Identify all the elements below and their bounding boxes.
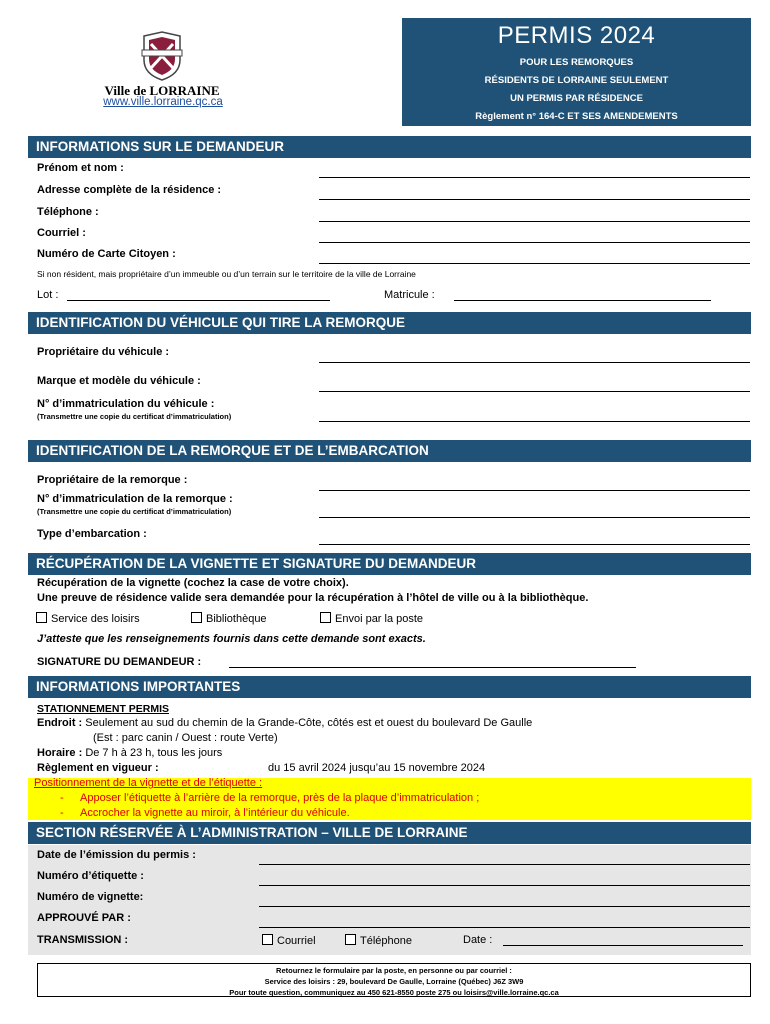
email-field[interactable]: [319, 242, 750, 243]
section-heading-pickup-signature: RÉCUPÉRATION DE LA VIGNETTE ET SIGNATURE DU DEMANDEUR: [28, 553, 751, 575]
placement-instruction-label: Apposer l’étiquette à l’arrière de la remorque, près de la plaque d’immatriculation ;: [80, 792, 480, 804]
citizen-card-label: Numéro de Carte Citoyen :: [37, 248, 176, 260]
transmission-option-phone[interactable]: Téléphone: [345, 934, 412, 947]
subtitle-trailers: POUR LES REMORQUES: [519, 57, 634, 68]
label-number-label: Numéro d’étiquette :: [37, 870, 144, 882]
subtitle-residents: RÉSIDENTS DE LORRAINE SEULEMENT: [484, 75, 669, 86]
parking-location: Endroit : Seulement au sud du chemin de la Grande-Côte, côtés est et ouest du boulevard De Gaulle: [37, 717, 533, 729]
section-heading-admin: SECTION RÉSERVÉE À L’ADMINISTRATION – VILLE DE LORRAINE: [28, 822, 751, 844]
trailer-plate-note: (Transmettre une copie du certificat d’immatriculation): [37, 507, 232, 516]
attestation-text: J’atteste que les renseignements fournis dans cette demande sont exacts.: [37, 633, 426, 645]
subtitle-regulation: Règlement n° 164-C ET SES AMENDEMENTS: [475, 111, 678, 122]
name-label: Prénom et nom :: [37, 162, 124, 174]
subtitle-one-per-residence: UN PERMIS PAR RÉSIDENCE: [510, 93, 643, 104]
address-label: Adresse complète de la résidence :: [37, 184, 222, 196]
pickup-instruction: Récupération de la vignette (cochez la case de votre choix).: [37, 577, 349, 589]
option-library[interactable]: Bibliothèque: [191, 612, 267, 625]
placement-instruction-sticker: Accrocher la vignette au miroir, à l’intérieur du véhicule.: [80, 807, 350, 819]
label-number-field[interactable]: [259, 885, 750, 886]
vehicle-plate-field[interactable]: [319, 421, 750, 422]
option-leisure-service[interactable]: Service des loisirs: [36, 612, 140, 625]
matricule-label: Matricule :: [384, 289, 435, 301]
phone-field[interactable]: [319, 221, 750, 222]
section-heading-important: INFORMATIONS IMPORTANTES: [28, 676, 751, 698]
nonresident-note: Si non résident, mais propriétaire d’un immeuble ou d’un terrain sur le territoire de la ville de Lorraine: [37, 269, 416, 279]
citizen-card-field[interactable]: [319, 263, 750, 264]
regulation-period: du 15 avril 2024 jusqu’au 15 novembre 2024: [268, 762, 486, 774]
placement-bullet: -: [60, 807, 64, 819]
lot-label: Lot :: [37, 289, 59, 301]
transmission-option-email[interactable]: Courriel: [262, 934, 316, 947]
vehicle-plate-label: N° d’immatriculation du véhicule :: [37, 398, 215, 410]
regulation-label: Règlement en vigueur :: [37, 762, 159, 774]
transmission-date-field[interactable]: [503, 945, 743, 946]
transmission-date-label: Date :: [463, 934, 493, 946]
sticker-number-field[interactable]: [259, 906, 750, 907]
permit-title-box: [402, 18, 751, 126]
boat-type-field[interactable]: [319, 544, 750, 545]
vehicle-owner-label: Propriétaire du véhicule :: [37, 346, 170, 358]
vehicle-plate-note: (Transmettre une copie du certificat d’immatriculation): [37, 412, 232, 421]
approved-by-label: APPROUVÉ PAR :: [37, 912, 131, 924]
trailer-plate-field[interactable]: [319, 517, 750, 518]
signature-field[interactable]: [229, 667, 636, 668]
residence-proof-note: Une preuve de résidence valide sera demandée pour la récupération à l’hôtel de ville ou à la bibliothèque.: [37, 592, 589, 604]
option-mail[interactable]: Envoi par la poste: [320, 612, 423, 625]
checkbox-icon[interactable]: [345, 934, 356, 945]
permit-title: PERMIS 2024: [497, 22, 656, 49]
checkbox-icon[interactable]: [262, 934, 273, 945]
vehicle-owner-field[interactable]: [319, 362, 750, 363]
placement-bullet: -: [60, 792, 64, 804]
placement-title: Positionnement de la vignette et de l’étiquette :: [34, 777, 263, 789]
return-instructions-box: [37, 963, 751, 997]
approved-by-field[interactable]: [259, 927, 750, 928]
return-instructions: Retournez le formulaire par la poste, en personne ou par courriel :: [276, 966, 512, 975]
parking-hours: Horaire : De 7 h à 23 h, tous les jours: [37, 747, 223, 759]
checkbox-icon[interactable]: [36, 612, 47, 623]
trailer-owner-field[interactable]: [319, 490, 750, 491]
parking-location-detail: (Est : parc canin / Ouest : route Verte): [93, 732, 278, 744]
section-heading-trailer: IDENTIFICATION DE LA REMORQUE ET DE L’EMBARCATION: [28, 440, 751, 462]
email-label: Courriel :: [37, 227, 86, 239]
issue-date-field[interactable]: [259, 864, 750, 865]
checkbox-icon[interactable]: [191, 612, 202, 623]
section-heading-applicant: INFORMATIONS SUR LE DEMANDEUR: [28, 136, 751, 158]
lot-field[interactable]: [67, 300, 330, 301]
section-heading-vehicle: IDENTIFICATION DU VÉHICULE QUI TIRE LA REMORQUE: [28, 312, 751, 334]
phone-label: Téléphone :: [37, 206, 99, 218]
town-name: Ville de LORRAINE: [104, 83, 220, 98]
parking-title: STATIONNEMENT PERMIS: [37, 703, 170, 715]
matricule-field[interactable]: [454, 300, 711, 301]
boat-type-label: Type d’embarcation :: [37, 528, 147, 540]
sticker-number-label: Numéro de vignette:: [37, 891, 144, 903]
leisure-service-address: Service des loisirs : 29, boulevard De Gaulle, Lorraine (Québec) J6Z 3W9: [264, 977, 524, 986]
vehicle-make-field[interactable]: [319, 391, 750, 392]
issue-date-label: Date de l’émission du permis :: [37, 849, 196, 861]
address-field[interactable]: [319, 199, 750, 200]
signature-label: SIGNATURE DU DEMANDEUR :: [37, 656, 202, 668]
checkbox-icon[interactable]: [320, 612, 331, 623]
trailer-owner-label: Propriétaire de la remorque :: [37, 474, 188, 486]
contact-info: Pour toute question, communiquez au 450 621-8550 poste 275 ou loisirs@ville.lorraine.qc.ca: [229, 988, 559, 997]
trailer-plate-label: N° d’immatriculation de la remorque :: [37, 493, 233, 505]
name-field[interactable]: [319, 177, 750, 178]
transmission-label: TRANSMISSION :: [37, 934, 129, 946]
town-crest-logo: [140, 30, 184, 82]
website-link[interactable]: www.ville.lorraine.qc.ca: [103, 96, 223, 108]
vehicle-make-label: Marque et modèle du véhicule :: [37, 375, 201, 387]
